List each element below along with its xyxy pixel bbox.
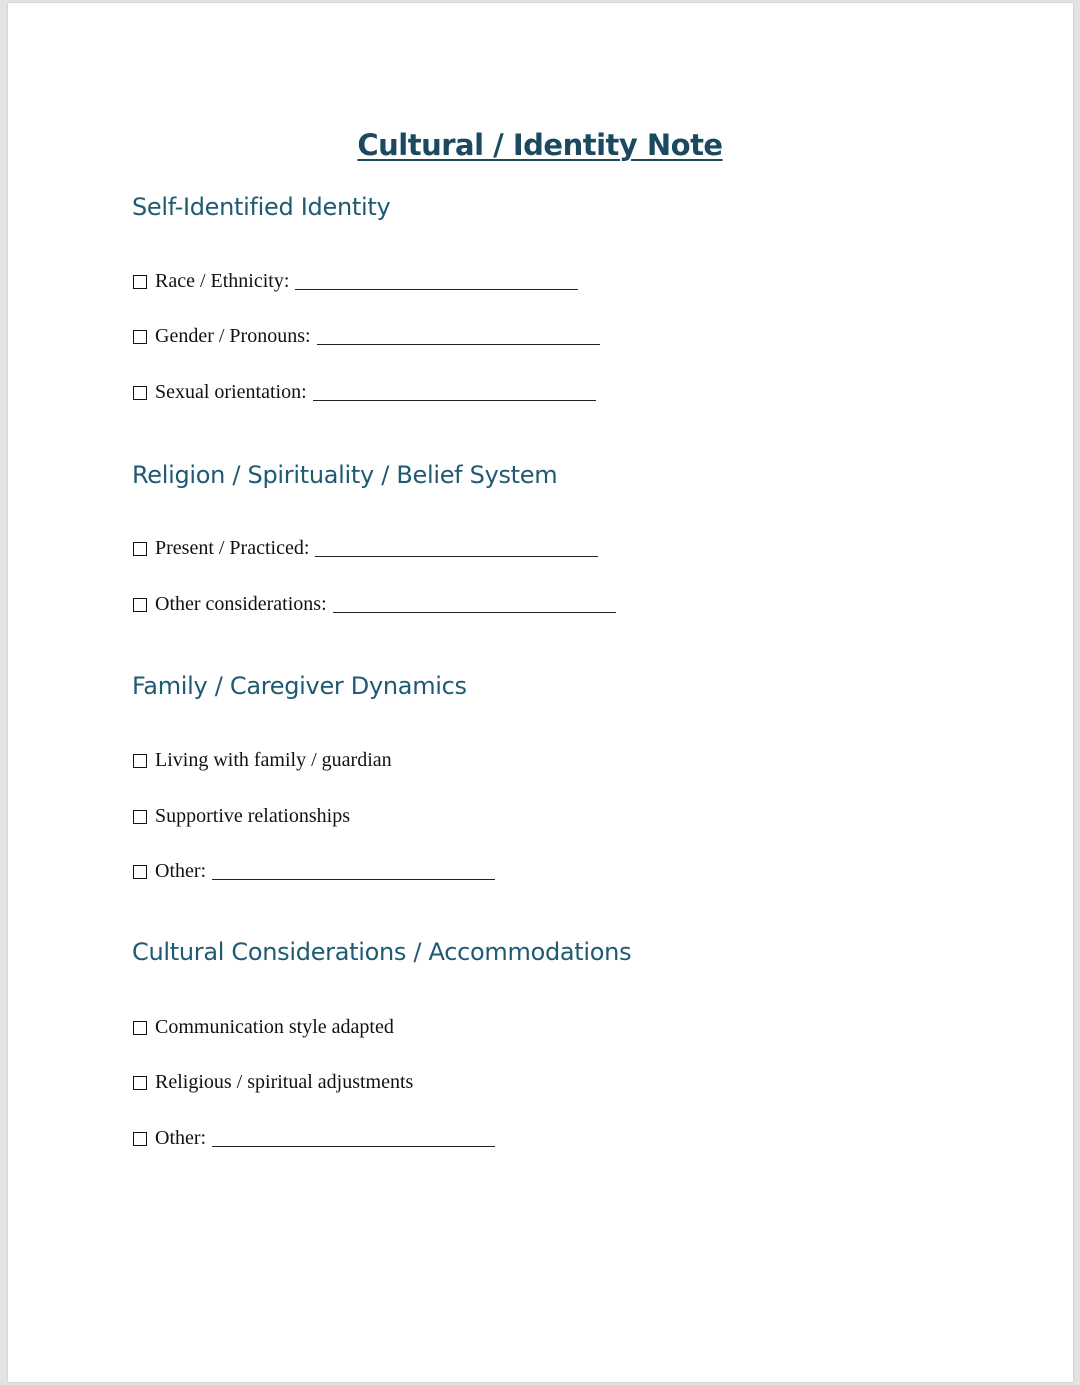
- item-label: Religious / spiritual adjustments: [155, 1070, 414, 1093]
- checklist-item-other-considerations[interactable]: [133, 591, 616, 617]
- fill-in-blank[interactable]: [212, 865, 495, 880]
- checkbox[interactable]: [133, 1076, 147, 1090]
- item-label: Sexual orientation:: [155, 380, 307, 403]
- checkbox[interactable]: [133, 275, 147, 289]
- fill-in-blank[interactable]: [313, 386, 596, 401]
- fill-in-blank[interactable]: [212, 1132, 495, 1147]
- item-label: Supportive relationships: [155, 804, 350, 827]
- checkbox[interactable]: [133, 386, 147, 400]
- fill-in-blank[interactable]: [317, 330, 600, 345]
- item-label: Other:: [155, 1126, 207, 1149]
- checkbox[interactable]: [133, 754, 147, 768]
- item-label: Communication style adapted: [155, 1015, 394, 1038]
- checklist-item-gender-pronouns[interactable]: [133, 323, 600, 349]
- checklist-item-supportive-relationships[interactable]: [133, 803, 350, 829]
- section-heading-religion-spirituality: Religion / Spirituality / Belief System: [132, 461, 558, 489]
- checkbox[interactable]: [133, 865, 147, 879]
- checklist-item-religious-adjustments[interactable]: [133, 1069, 413, 1095]
- item-label: Other:: [155, 859, 207, 882]
- checkbox[interactable]: [133, 598, 147, 612]
- checklist-item-family-other[interactable]: [133, 858, 495, 884]
- fill-in-blank[interactable]: [315, 542, 598, 557]
- checklist-item-sexual-orientation[interactable]: [133, 379, 596, 405]
- section-heading-cultural-considerations: Cultural Considerations / Accommodations: [132, 938, 632, 966]
- checkbox[interactable]: [133, 330, 147, 344]
- checklist-item-cultural-other[interactable]: [133, 1125, 495, 1151]
- item-label: Present / Practiced:: [155, 536, 310, 559]
- item-label: Other considerations:: [155, 592, 327, 615]
- checklist-item-living-with-family[interactable]: [133, 747, 392, 773]
- checklist-item-communication-style[interactable]: [133, 1014, 394, 1040]
- checkbox[interactable]: [133, 1021, 147, 1035]
- checkbox[interactable]: [133, 810, 147, 824]
- page-title: Cultural / Identity Note: [357, 128, 723, 162]
- section-heading-family-caregiver: Family / Caregiver Dynamics: [132, 672, 467, 700]
- item-label: Race / Ethnicity:: [155, 269, 290, 292]
- section-heading-self-identified-identity: Self-Identified Identity: [132, 193, 391, 221]
- checkbox[interactable]: [133, 1132, 147, 1146]
- checklist-item-present-practiced[interactable]: [133, 535, 598, 561]
- item-label: Gender / Pronouns:: [155, 324, 311, 347]
- fill-in-blank[interactable]: [333, 598, 616, 613]
- fill-in-blank[interactable]: [295, 275, 578, 290]
- checklist-item-race-ethnicity[interactable]: [133, 268, 578, 294]
- item-label: Living with family / guardian: [155, 748, 392, 771]
- checkbox[interactable]: [133, 542, 147, 556]
